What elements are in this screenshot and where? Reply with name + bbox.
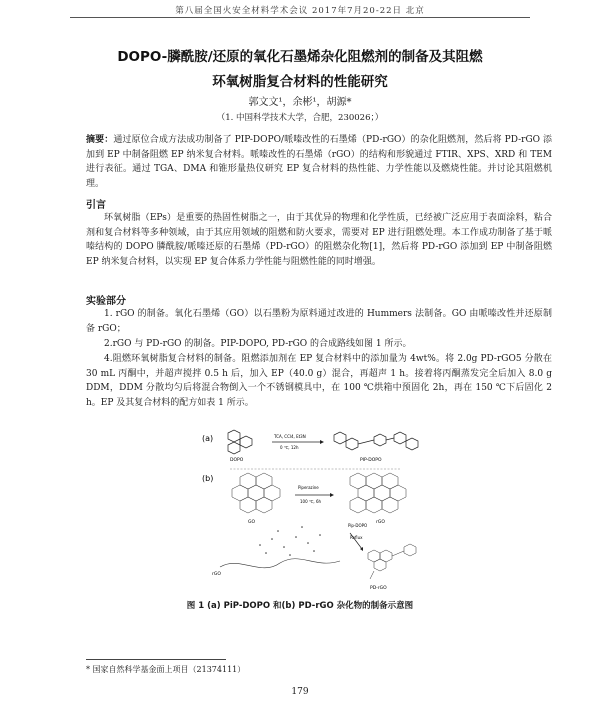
go-sheet: [232, 473, 280, 513]
reaction-conditions: 0 ℃, 12h: [280, 445, 299, 450]
dispersed-particles: [259, 526, 321, 556]
reaction-arrowhead-a: [320, 440, 324, 444]
experimental-step-1: 1. rGO 的制备。氧化石墨烯（GO）以石墨粉为原料通过改进的 Hummers 法制备。GO 由哌嗪改性并还原制备 rGO；: [86, 309, 552, 334]
title-line-1: DOPO-膦酰胺/还原的氧化石墨烯杂化阻燃剂的制备及其阻燃: [117, 49, 483, 65]
pip-dopo-step-conditions: Reflux: [350, 535, 363, 540]
footnote-rule: [86, 659, 226, 660]
experimental-heading: 实验部分: [86, 296, 126, 307]
title-line-2: 环氧树脂复合材料的性能研究: [212, 74, 388, 90]
running-header: 第八届全国火安全材料学术会议 2017年7月20-22日 北京: [175, 6, 425, 16]
rgo-chain: [220, 559, 340, 568]
footnote: * 国家自然科学基金面上项目（21374111）: [86, 665, 246, 674]
experimental-step-4: 4.阻燃环氧树脂复合材料的制备。阻燃添加剂在 EP 复合材料中的添加量为 4wt%。将 2.0g PD-rGO5 分散在 30 mL 丙酮中，并超声搅拌 0.5 h 后，加入 EP（40.0 g）混合，再超声 1 h。接着将丙酮蒸发完全后加入 8.0 g DDM，DDM 分散均匀后将混合物倒入一个不锈钢模具中，在 100 ℃烘箱中预固化 2h，再在 150 ℃下后固化 2 h。EP 及其复合材料的配方如表 1 所示。: [86, 354, 552, 408]
dopo-structure: [228, 430, 252, 454]
intro-heading: 引言: [86, 200, 106, 211]
header-rule: [70, 17, 530, 18]
authors: 郭文文¹，余彬¹，胡源*: [248, 97, 352, 108]
rgo-label-bottom: rGO: [212, 572, 221, 577]
reaction-arrowhead-b2: [360, 547, 363, 551]
abstract-label: 摘要：: [86, 135, 114, 145]
reaction-reagents: TCA, CCl4, Et3N: [274, 434, 306, 439]
figure-label-a: (a): [202, 434, 214, 443]
piperazine-step-conditions: 100 ℃, 6h: [300, 499, 322, 504]
affiliation: （1. 中国科学技术大学，合肥，230026；）: [216, 113, 384, 123]
scheme-figure: [200, 427, 430, 595]
figure-caption: 图 1 (a) PiP-DOPO 和(b) PD-rGO 杂化物的制备示意图: [186, 601, 414, 611]
pip-dopo-label: PIP-DOPO: [360, 458, 382, 463]
abstract: [86, 133, 552, 191]
pip-dopo-step-label: Pip-DOPO: [348, 523, 368, 528]
figure-label-b: (b): [202, 474, 214, 483]
rgo-sheet: [350, 473, 406, 513]
abstract-text: 通过原位合成方法成功制备了 PIP-DOPO/哌嗪改性的石墨烯（PD-rGO）的杂化阻燃剂，然后将 PD-rGO 添加到 EP 中制备阻燃 EP 纳米复合材料。哌嗪改性的石墨烯（rGO）的结构和形貌通过 FTIR、XPS、XRD 和 TEM 进行表征。通过 TGA、DMA 和锥形量热仪研究 EP 复合材料的热性能、力学性能以及燃烧性能。并讨论其阻燃机理。: [86, 135, 552, 189]
go-label: GO: [248, 520, 256, 525]
pip-dopo-structure: [334, 432, 418, 450]
pd-rgo-structure: [368, 544, 416, 579]
rgo-label: rGO: [376, 520, 385, 525]
pd-rgo-label: PD-rGO: [370, 586, 387, 591]
page-number: 179: [291, 687, 309, 697]
dopo-label: DOPO: [230, 458, 244, 463]
piperazine-step-label: Piperazine: [298, 485, 319, 490]
reaction-arrowhead-b1: [330, 493, 334, 497]
intro-paragraph: 环氧树脂（EPs）是重要的热固性树脂之一，由于其优异的物理和化学性质，已经被广泛应用于表面涂料，粘合剂和复合材料等多种领域，由于其应用领域的阻燃和防火要求，需要对 EP 进行阻燃处理。本工作成功制备了基于哌嗪结构的 DOPO 膦酰胺/哌嗪还原的石墨烯（PD-rGO）的阻燃杂化物[1]，然后将 PD-rGO 添加到 EP 中制备阻燃 EP 纳米复合材料，以实现 EP 复合体系力学性能与阻燃性能的同时增强。: [86, 213, 552, 267]
experimental-step-2: 2.rGO 与 PD-rGO 的制备。PIP-DOPO, PD-rGO 的合成路线如图 1 所示。: [104, 339, 412, 349]
